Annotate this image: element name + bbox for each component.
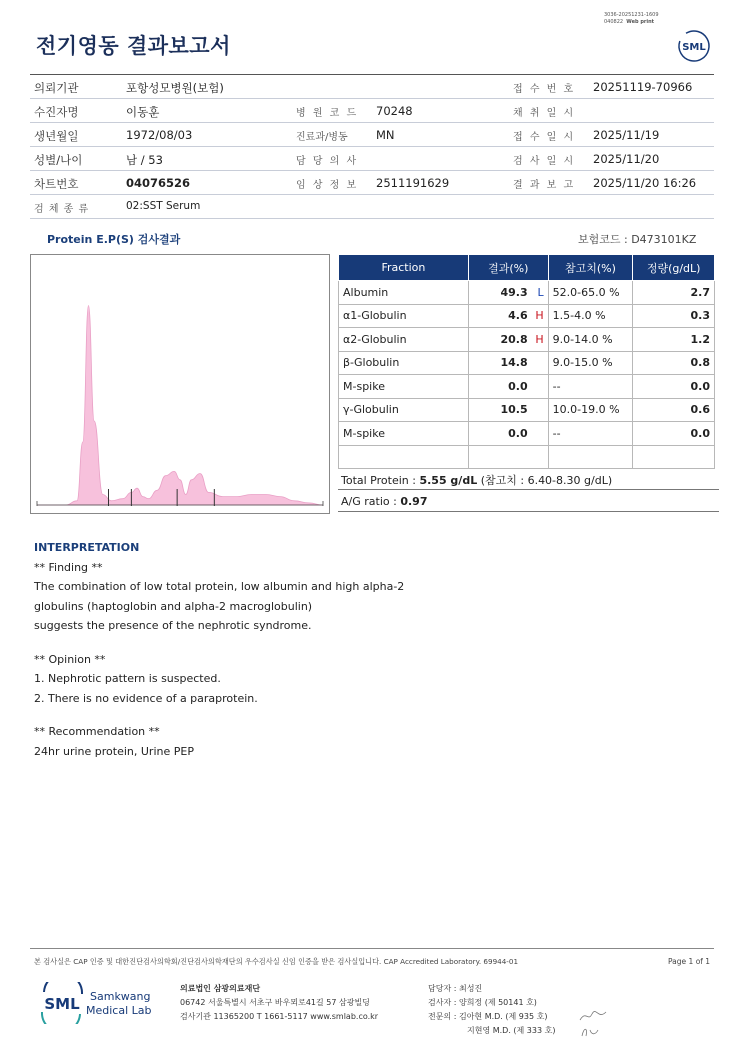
finding-heading: ** Finding **: [34, 560, 103, 574]
opinion-line: 2. There is no evidence of a paraprotein.: [34, 691, 258, 705]
interpretation-heading: INTERPRETATION: [34, 541, 140, 554]
cell-quantity: 0.0: [633, 422, 715, 446]
staff-line-wrap: [428, 1010, 555, 1024]
org-address: 06742 서울특별시 서초구 바우뫼로41길 57 삼광빌딩: [180, 998, 370, 1007]
staff-line: 전문의 : 김아현 M.D. (제 935 호): [428, 1012, 548, 1021]
finding-line: suggests the presence of the nephrotic syndrome.: [34, 619, 312, 632]
signature-icon: [578, 1008, 608, 1024]
patient-row: [30, 75, 714, 99]
signature-icon: [578, 1024, 602, 1040]
samkwang-logo-name-1: Samkwang: [90, 990, 151, 1003]
staff-info: [428, 982, 555, 1038]
org-name: 의료법인 삼광의료재단: [180, 984, 261, 993]
value-receipt-number: 20251119-70966: [593, 80, 693, 94]
label-specimen-type: 검 체 종 류: [34, 204, 90, 215]
value-requesting-institution: 포항성모병원(보험): [126, 81, 224, 95]
col-result: 결과(%): [468, 255, 548, 281]
col-reference: 참고치(%): [548, 255, 633, 281]
value-specimen-type: 02:SST Serum: [126, 200, 201, 212]
cell-fraction: M-spike: [339, 375, 469, 399]
opinion-line: 1. Nephrotic pattern is suspected.: [34, 672, 221, 685]
result-flag: H: [535, 332, 544, 346]
densitometry-curve: [37, 306, 323, 506]
divider: [338, 489, 719, 490]
cell-fraction: α1-Globulin: [339, 304, 469, 328]
label-report-date: 결 과 보 고: [513, 180, 576, 191]
samkwang-logo-mark: SML: [44, 995, 80, 1013]
samkwang-logo-name-2: Medical Lab: [86, 1004, 152, 1017]
table-row: [339, 445, 715, 469]
cell-result: [468, 351, 548, 375]
total-protein-ref: (참고치 : 6.40-8.30 g/dL): [477, 474, 613, 487]
cell-result: [468, 422, 548, 446]
patient-row: [30, 123, 714, 147]
result-value: 49.3: [500, 285, 528, 299]
value-department: MN: [376, 128, 395, 142]
opinion-heading: ** Opinion **: [34, 652, 106, 666]
cell-quantity: 0.3: [633, 304, 715, 328]
value-receipt-date: 2025/11/19: [593, 128, 660, 142]
cell-quantity: 2.7: [633, 281, 715, 305]
result-value: 14.8: [500, 356, 528, 370]
result-value: 4.6: [508, 309, 528, 323]
cell-reference: --: [548, 375, 633, 399]
patient-info-table: [30, 74, 714, 219]
finding-line: The combination of low total protein, low albumin and high alpha-2: [34, 580, 405, 593]
report-code-line1: 3036-20251231-1609: [604, 12, 659, 18]
divider: [338, 511, 719, 512]
cell-fraction: β-Globulin: [339, 351, 469, 375]
cell-quantity: 0.6: [633, 398, 715, 422]
label-sex-age: 성별/나이: [34, 153, 83, 167]
result-value: 10.5: [500, 403, 528, 417]
value-birth-date: 1972/08/03: [126, 128, 193, 142]
cell-result: [468, 304, 548, 328]
staff-line: 검사자 : 양희정 (제 50141 호): [428, 998, 537, 1007]
col-quantity: 정량(g/dL): [633, 255, 715, 281]
cell-fraction: Albumin: [339, 281, 469, 305]
org-contact: 검사기관 11365200 T 1661-5117 www.smlab.co.kr: [180, 1012, 379, 1021]
cell-reference: [548, 445, 633, 469]
finding-line: globulins (haptoglobin and alpha-2 macroglobulin): [34, 599, 313, 613]
result-value: 20.8: [500, 332, 528, 346]
table-row: [339, 351, 715, 375]
samkwang-logo: [38, 982, 156, 1024]
cell-result: [468, 281, 548, 305]
sml-logo-top-text: SML: [682, 42, 706, 53]
total-protein-value: 5.55 g/dL: [419, 474, 478, 487]
cell-reference: 9.0-15.0 %: [548, 351, 633, 375]
cell-result: [468, 328, 548, 352]
recommendation-heading: ** Recommendation **: [34, 725, 160, 738]
ag-ratio-label: A/G ratio :: [341, 495, 401, 508]
label-receipt-number: 접 수 번 호: [513, 84, 576, 95]
label-patient-name: 수진자명: [34, 105, 79, 119]
patient-row: [30, 147, 714, 171]
cell-fraction: [339, 445, 469, 469]
cell-fraction: γ-Globulin: [339, 398, 469, 422]
staff-line: 담당자 : 최성진: [428, 984, 483, 993]
table-row: [339, 281, 715, 305]
result-flag: L: [537, 285, 544, 299]
cell-fraction: M-spike: [339, 422, 469, 446]
label-clinical-info: 임 상 정 보: [296, 180, 359, 191]
patient-row: [30, 195, 714, 219]
electrophoresis-chart: [30, 254, 330, 514]
patient-row: [30, 99, 714, 123]
label-receipt-date: 접 수 일 시: [513, 132, 576, 143]
section-title: Protein E.P(S) 검사결과: [47, 233, 181, 246]
total-protein: [341, 472, 612, 488]
footer-divider: [30, 948, 714, 949]
value-chart-number: 04076526: [126, 176, 191, 190]
table-row: [339, 422, 715, 446]
cell-quantity: 1.2: [633, 328, 715, 352]
cell-fraction: α2-Globulin: [339, 328, 469, 352]
value-hospital-code: 70248: [376, 104, 413, 118]
patient-row: [30, 171, 714, 195]
recommendation-line: 24hr urine protein, Urine PEP: [34, 744, 194, 758]
cell-result: [468, 445, 548, 469]
label-birth-date: 생년월일: [34, 129, 79, 143]
cell-quantity: [633, 445, 715, 469]
organization-info: [180, 982, 378, 1024]
table-row: [339, 375, 715, 399]
staff-line: 지현영 M.D. (제 333 호): [467, 1026, 556, 1035]
value-clinical-info: 2511191629: [376, 176, 450, 190]
table-row: [339, 304, 715, 328]
cell-reference: 52.0-65.0 %: [548, 281, 633, 305]
report-code: [604, 12, 659, 26]
cell-reference: 10.0-19.0 %: [548, 398, 633, 422]
table-row: [339, 328, 715, 352]
result-flag: H: [535, 309, 544, 323]
value-sex-age: 남 / 53: [126, 153, 163, 167]
cell-quantity: 0.8: [633, 351, 715, 375]
table-row: [339, 398, 715, 422]
page-number: Page 1 of 1: [668, 957, 711, 966]
web-print-label: Web print: [626, 19, 655, 25]
sml-logo-top: [676, 28, 712, 64]
label-collection-date: 채 취 일 시: [513, 108, 576, 119]
value-test-date: 2025/11/20: [593, 152, 660, 166]
label-chart-number: 차트번호: [34, 177, 79, 191]
result-value: 0.0: [508, 426, 528, 440]
label-requesting-institution: 의뢰기관: [34, 81, 79, 95]
report-title: 전기영동 결과보고서: [36, 34, 231, 58]
insurance-code: 보험코드 : D473101KZ: [578, 233, 697, 246]
interpretation-block: [34, 538, 404, 761]
label-hospital-code: 병 원 코 드: [296, 108, 359, 119]
label-test-date: 검 사 일 시: [513, 156, 576, 167]
col-fraction: Fraction: [339, 255, 469, 281]
cell-reference: 9.0-14.0 %: [548, 328, 633, 352]
cell-result: [468, 375, 548, 399]
cell-result: [468, 398, 548, 422]
value-patient-name: 이동훈: [126, 105, 160, 119]
staff-line-wrap: [428, 1024, 555, 1038]
footer-accreditation-note: 본 검사실은 CAP 인증 및 대한진단검사의학회/진단검사의학재단의 우수검사실 신임 인증을 받은 검사실입니다. CAP Accredited Laboratory. 69944-01: [34, 957, 519, 966]
cell-reference: 1.5-4.0 %: [548, 304, 633, 328]
value-report-date: 2025/11/20 16:26: [593, 176, 697, 190]
cell-quantity: 0.0: [633, 375, 715, 399]
ag-ratio: [341, 495, 427, 508]
result-value: 0.0: [508, 379, 528, 393]
electrophoresis-svg: [31, 255, 329, 513]
label-department: 진료과/병동: [296, 132, 348, 143]
table-header-row: [339, 255, 715, 281]
total-protein-label: Total Protein :: [341, 474, 420, 487]
results-table: [338, 254, 715, 469]
ag-ratio-value: 0.97: [400, 495, 428, 508]
label-doctor: 담 당 의 사: [296, 156, 359, 167]
cell-reference: --: [548, 422, 633, 446]
report-code-line2: 040822: [604, 19, 624, 25]
